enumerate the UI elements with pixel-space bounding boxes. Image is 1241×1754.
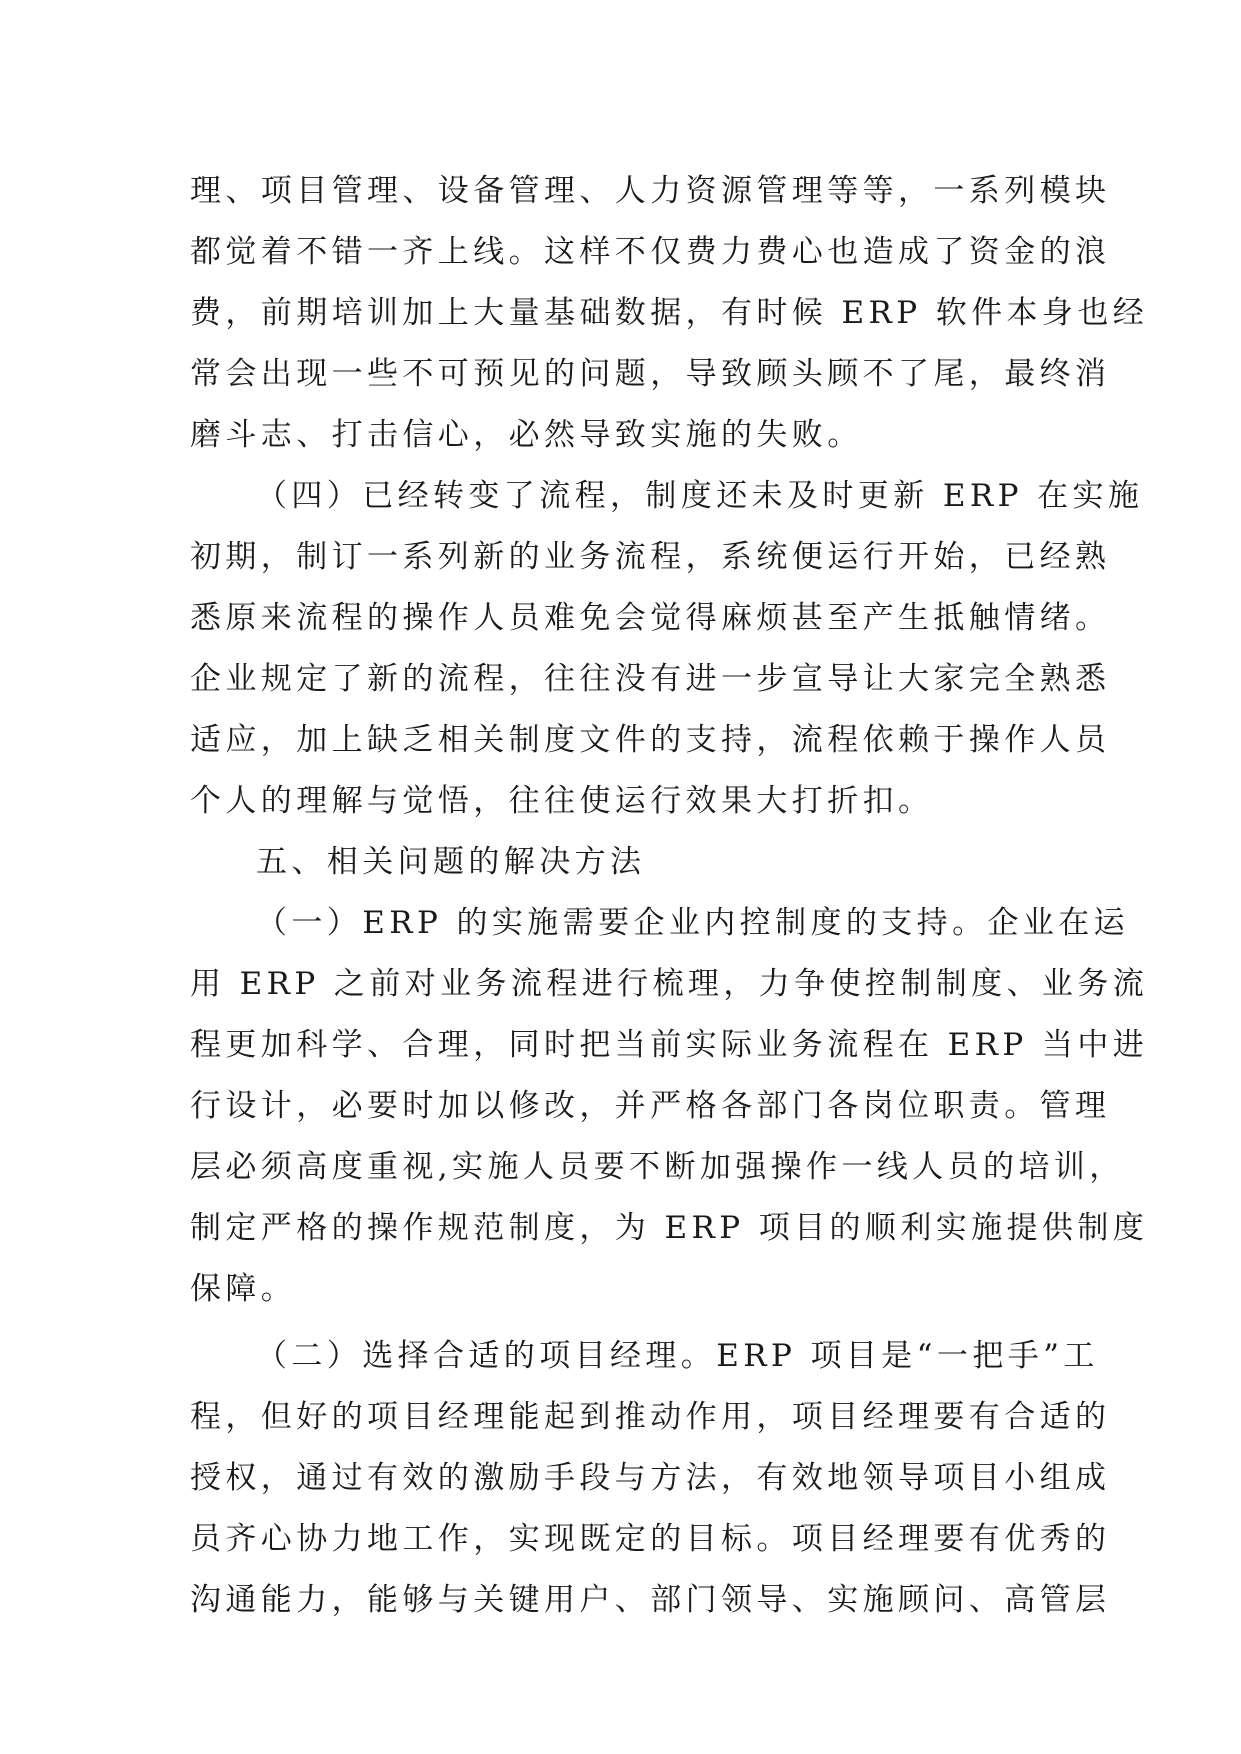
text-line: 磨斗志、打击信心，必然导致实施的失败。 (190, 417, 863, 453)
text-line: 程，但好的项目经理能起到推动作用，项目经理要有合适的 (190, 1399, 1111, 1435)
text-line: 沟通能力，能够与关键用户、部门领导、实施顾问、高管层 (190, 1582, 1111, 1618)
paragraph-start-line: （二）选择合适的项目经理。ERP 项目是“一把手”工 (256, 1338, 1099, 1374)
text-line: 层必须高度重视,实施人员要不断加强操作一线人员的培训， (190, 1149, 1125, 1185)
text-line: 适应，加上缺乏相关制度文件的支持，流程依赖于操作人员 (190, 722, 1111, 758)
text-line: 保障。 (190, 1271, 297, 1307)
text-line: 行设计，必要时加以修改，并严格各部门各岗位职责。管理 (190, 1088, 1111, 1124)
text-line: 个人的理解与觉悟，往往使运行效果大打折扣。 (190, 783, 934, 819)
paragraph-start-line: （一）ERP 的实施需要企业内控制度的支持。企业在运 (256, 905, 1130, 941)
text-line: 初期，制订一系列新的业务流程，系统便运行开始，已经熟 (190, 539, 1111, 575)
text-line: 常会出现一些不可预见的问题，导致顾头顾不了尾，最终消 (190, 356, 1111, 392)
text-line: 企业规定了新的流程，往往没有进一步宣导让大家完全熟悉 (190, 661, 1111, 697)
text-line: 授权，通过有效的激励手段与方法，有效地领导项目小组成 (190, 1460, 1111, 1496)
text-line: 都觉着不错一齐上线。这样不仅费力费心也造成了资金的浪 (190, 234, 1111, 270)
text-line: 员齐心协力地工作，实现既定的目标。项目经理要有优秀的 (190, 1521, 1111, 1557)
section-heading: 五、相关问题的解决方法 (256, 844, 646, 880)
paragraph-start-line: （四）已经转变了流程，制度还未及时更新 ERP 在实施 (256, 478, 1144, 514)
body-text (190, 161, 1149, 1631)
text-line: 用 ERP 之前对业务流程进行梳理，力争使控制制度、业务流 (190, 966, 1149, 1002)
text-line: 程更加科学、合理，同时把当前实际业务流程在 ERP 当中进 (190, 1027, 1149, 1063)
text-line: 悉原来流程的操作人员难免会觉得麻烦甚至产生抵触情绪。 (190, 600, 1111, 636)
text-line: 费，前期培训加上大量基础数据，有时候 ERP 软件本身也经 (190, 295, 1149, 331)
text-line: 理、项目管理、设备管理、人力资源管理等等，一系列模块 (190, 173, 1111, 209)
text-line: 制定严格的操作规范制度，为 ERP 项目的顺利实施提供制度 (190, 1210, 1149, 1246)
